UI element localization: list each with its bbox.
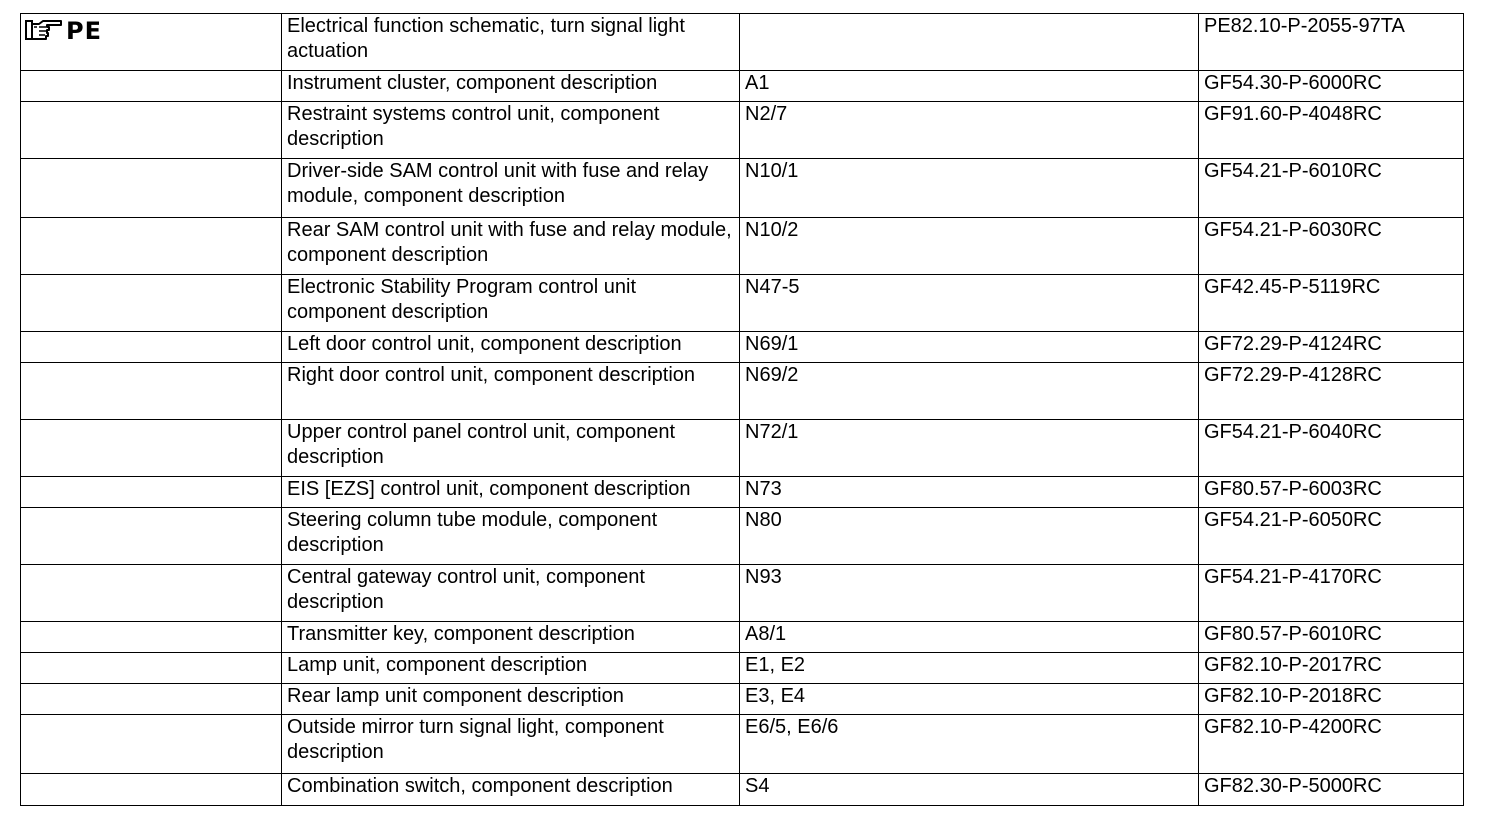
description-cell: Right door control unit, component description [282,363,740,420]
reference-cell: GF54.21-P-4170RC [1199,565,1464,622]
table-row [21,14,1464,71]
blank-cell [21,159,282,218]
description-cell: Steering column tube module, component description [282,508,740,565]
reference-cell: GF54.21-P-6010RC [1199,159,1464,218]
table-row [21,420,1464,477]
description-cell: Rear SAM control unit with fuse and relay module, component description [282,218,740,275]
reference-cell: GF54.30-P-6000RC [1199,71,1464,102]
table-row [21,684,1464,715]
reference-cell: GF42.45-P-5119RC [1199,275,1464,332]
table-row [21,218,1464,275]
blank-cell [21,622,282,653]
reference-cell: GF82.10-P-2017RC [1199,653,1464,684]
reference-cell: GF54.21-P-6040RC [1199,420,1464,477]
reference-cell: GF54.21-P-6030RC [1199,218,1464,275]
code-cell: N10/1 [740,159,1199,218]
table-row [21,715,1464,774]
code-cell: N93 [740,565,1199,622]
blank-cell [21,508,282,565]
description-cell: Instrument cluster, component description [282,71,740,102]
blank-cell [21,774,282,806]
code-cell: N69/2 [740,363,1199,420]
header-mark-text: PE [66,17,102,45]
blank-cell [21,477,282,508]
table-row [21,71,1464,102]
header-mark-cell [21,14,282,71]
table-row [21,477,1464,508]
description-cell: Restraint systems control unit, component description [282,102,740,159]
blank-cell [21,71,282,102]
description-cell: Rear lamp unit component description [282,684,740,715]
description-cell: Left door control unit, component description [282,332,740,363]
description-cell: Central gateway control unit, component description [282,565,740,622]
code-cell: E3, E4 [740,684,1199,715]
table-row [21,565,1464,622]
description-cell: Lamp unit, component description [282,653,740,684]
description-cell: Driver-side SAM control unit with fuse and relay module, component description [282,159,740,218]
reference-cell: PE82.10-P-2055-97TA [1199,14,1464,71]
code-cell [740,14,1199,71]
code-cell: N69/1 [740,332,1199,363]
blank-cell [21,684,282,715]
code-cell: E6/5, E6/6 [740,715,1199,774]
code-cell: N47-5 [740,275,1199,332]
code-cell: N80 [740,508,1199,565]
code-cell: A1 [740,71,1199,102]
reference-cell: GF72.29-P-4128RC [1199,363,1464,420]
table-row [21,363,1464,420]
blank-cell [21,565,282,622]
reference-cell: GF82.30-P-5000RC [1199,774,1464,806]
reference-cell: GF91.60-P-4048RC [1199,102,1464,159]
code-cell: N73 [740,477,1199,508]
reference-table-body [21,14,1464,806]
reference-cell: GF82.10-P-2018RC [1199,684,1464,715]
table-row [21,332,1464,363]
blank-cell [21,102,282,159]
description-cell: Transmitter key, component description [282,622,740,653]
reference-table [20,13,1464,806]
code-cell: N2/7 [740,102,1199,159]
table-row [21,774,1464,806]
reference-cell: GF82.10-P-4200RC [1199,715,1464,774]
description-cell: EIS [EZS] control unit, component description [282,477,740,508]
pointing-hand-icon [25,18,63,44]
code-cell: N10/2 [740,218,1199,275]
description-cell: Electronic Stability Program control unit component description [282,275,740,332]
table-row [21,653,1464,684]
blank-cell [21,715,282,774]
description-cell: Electrical function schematic, turn signal light actuation [282,14,740,71]
blank-cell [21,363,282,420]
reference-cell: GF80.57-P-6003RC [1199,477,1464,508]
reference-cell: GF54.21-P-6050RC [1199,508,1464,565]
blank-cell [21,218,282,275]
blank-cell [21,275,282,332]
code-cell: E1, E2 [740,653,1199,684]
code-cell: S4 [740,774,1199,806]
description-cell: Combination switch, component description [282,774,740,806]
description-cell: Outside mirror turn signal light, component description [282,715,740,774]
table-row [21,102,1464,159]
blank-cell [21,332,282,363]
reference-cell: GF80.57-P-6010RC [1199,622,1464,653]
description-cell: Upper control panel control unit, component description [282,420,740,477]
table-row [21,275,1464,332]
blank-cell [21,653,282,684]
table-row [21,622,1464,653]
blank-cell [21,420,282,477]
code-cell: A8/1 [740,622,1199,653]
table-row [21,508,1464,565]
reference-cell: GF72.29-P-4124RC [1199,332,1464,363]
header-mark [25,18,281,44]
table-row [21,159,1464,218]
code-cell: N72/1 [740,420,1199,477]
